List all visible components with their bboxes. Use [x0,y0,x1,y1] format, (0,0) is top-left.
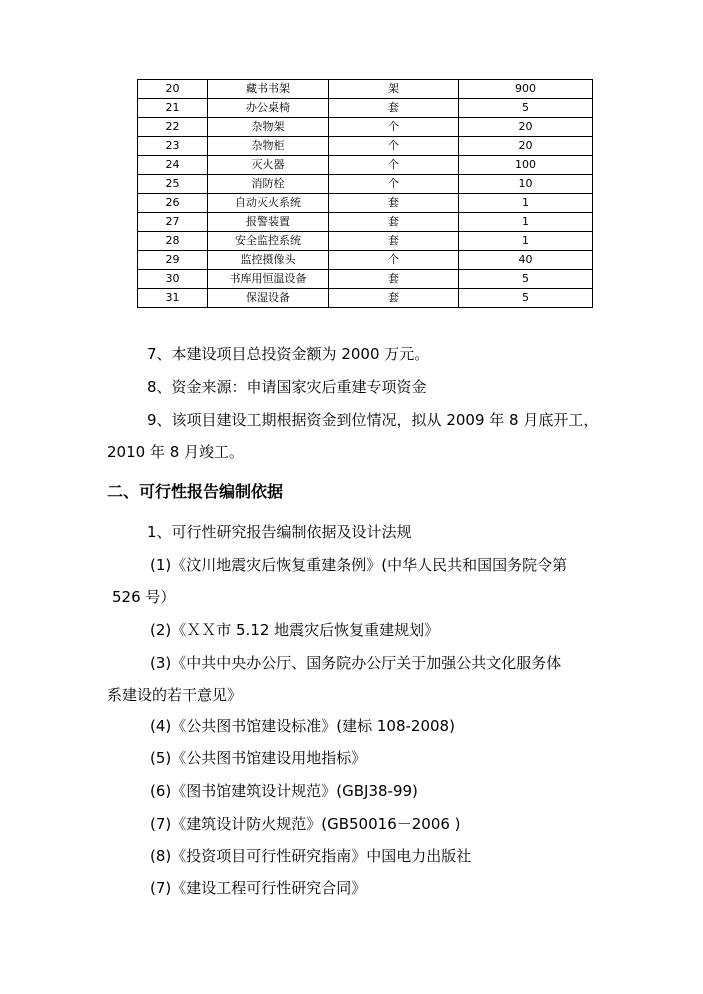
item-unit: 个 [329,175,459,194]
row-number: 26 [138,194,208,213]
row-number: 28 [138,232,208,251]
row-number: 29 [138,251,208,270]
section-heading: 二、可行性报告编制依据 [107,482,284,501]
paragraph-schedule-line2: 2010 年 8 月竣工。 [107,443,245,461]
item-quantity: 20 [459,137,593,156]
reference-item-1-line2: 526 号） [112,588,176,606]
reference-item-1-line1: (1)《汶川地震灾后恢复重建条例》(中华人民共和国国务院令第 [150,556,568,574]
table-row [138,251,593,270]
item-unit: 个 [329,137,459,156]
row-number: 27 [138,213,208,232]
paragraph-funding-source: 8、资金来源：申请国家灾后重建专项资金 [147,378,427,396]
item-unit: 套 [329,194,459,213]
item-quantity: 5 [459,270,593,289]
table-row [138,194,593,213]
item-quantity: 5 [459,289,593,308]
item-quantity: 1 [459,213,593,232]
item-name: 杂物柜 [208,137,329,156]
reference-item-3-line2: 系建设的若干意见》 [107,686,243,704]
reference-item-4: (4)《公共图书馆建设标准》(建标 108-2008) [150,717,455,735]
table-row [138,99,593,118]
table-row [138,80,593,99]
item-unit: 个 [329,251,459,270]
row-number: 21 [138,99,208,118]
item-quantity: 10 [459,175,593,194]
reference-item-3-line1: (3)《中共中央办公厅、国务院办公厅关于加强公共文化服务体 [150,654,562,672]
equipment-table-body [138,80,593,308]
item-name: 书库用恒温设备 [208,270,329,289]
subsection-title: 1、可行性研究报告编制依据及设计法规 [147,523,412,541]
row-number: 22 [138,118,208,137]
item-name: 报警装置 [208,213,329,232]
reference-item-7: (7)《建筑设计防火规范》(GB50016－2006 ) [150,815,461,833]
item-name: 藏书书架 [208,80,329,99]
table-row [138,289,593,308]
reference-item-6: (6)《图书馆建筑设计规范》(GBJ38-99) [150,782,418,800]
item-name: 监控摄像头 [208,251,329,270]
item-unit: 套 [329,289,459,308]
table-row [138,270,593,289]
table-row [138,156,593,175]
table-row [138,213,593,232]
row-number: 25 [138,175,208,194]
item-unit: 套 [329,99,459,118]
item-quantity: 40 [459,251,593,270]
row-number: 31 [138,289,208,308]
item-unit: 套 [329,232,459,251]
reference-item-5: (5)《公共图书馆建设用地指标》 [150,749,367,767]
item-quantity: 1 [459,232,593,251]
item-name: 保湿设备 [208,289,329,308]
table-row [138,232,593,251]
row-number: 23 [138,137,208,156]
item-quantity: 20 [459,118,593,137]
row-number: 30 [138,270,208,289]
item-name: 办公桌椅 [208,99,329,118]
row-number: 20 [138,80,208,99]
paragraph-schedule-line1: 9、该项目建设工期根据资金到位情况，拟从 2009 年 8 月底开工， [147,411,599,429]
item-unit: 个 [329,118,459,137]
table-row [138,175,593,194]
item-name: 灭火器 [208,156,329,175]
equipment-table [137,79,593,308]
item-unit: 架 [329,80,459,99]
item-unit: 套 [329,270,459,289]
item-quantity: 100 [459,156,593,175]
item-quantity: 1 [459,194,593,213]
reference-item-2: (2)《ＸＸ市 5.12 地震灾后恢复重建规划》 [150,621,440,639]
reference-item-8: (8)《投资项目可行性研究指南》中国电力出版社 [150,847,472,865]
item-quantity: 5 [459,99,593,118]
item-quantity: 900 [459,80,593,99]
item-name: 安全监控系统 [208,232,329,251]
item-name: 消防栓 [208,175,329,194]
item-name: 自动灭火系统 [208,194,329,213]
reference-item-9: (7)《建设工程可行性研究合同》 [150,879,367,897]
row-number: 24 [138,156,208,175]
paragraph-total-investment: 7、本建设项目总投资金额为 2000 万元。 [147,345,430,363]
item-unit: 个 [329,156,459,175]
item-unit: 套 [329,213,459,232]
table-row [138,137,593,156]
table-row [138,118,593,137]
item-name: 杂物架 [208,118,329,137]
